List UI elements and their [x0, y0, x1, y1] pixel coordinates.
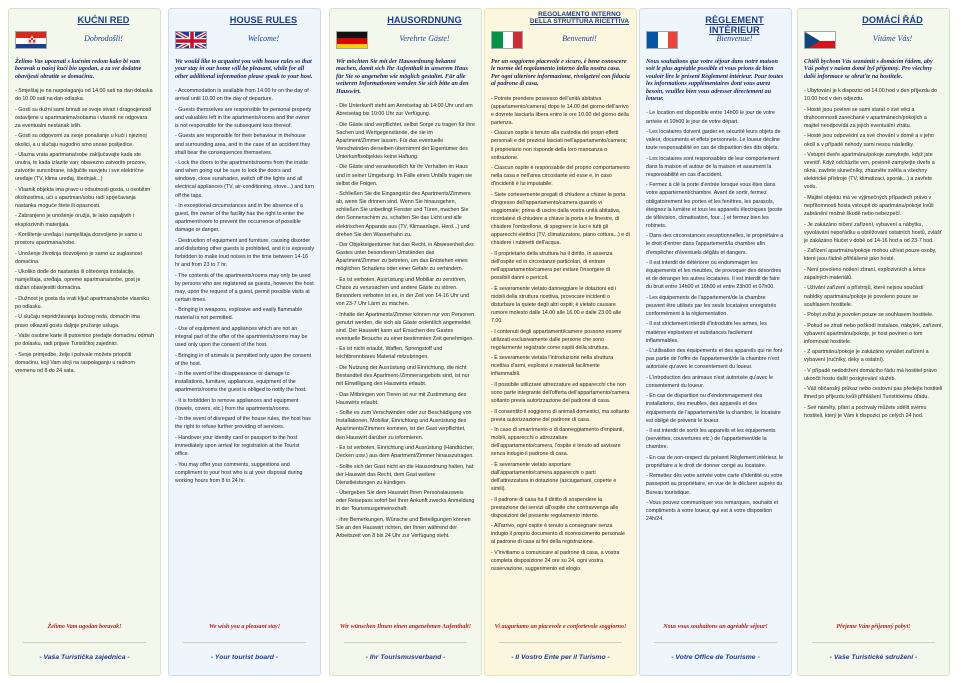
rule-item: - Ubytování je k dispozici od 14.00 hod v den příjezdu do 10.00 hod v den odjezdu.	[804, 87, 943, 103]
rule-item: - Vaše osobne karte ili putovnice predajte domaćinu odmah po dolasku, radi prijave Turističkoj zajednici.	[15, 332, 154, 348]
rule-item: - Dans des circonstances exceptionnelles, le propriétaire a le droit d'entrer dans l'appartement/la chambre afin d'empêcher d'éventuels dégâts et dangers.	[646, 232, 785, 256]
rule-item: - Il est interdit de détériorer ou endommager les équipements et les meubles, de provoquer des désordres et de déranger les autres locataires. Il est interdit de faire du bruit entre 14h00 et 16h00 et entre 23h00 et 07h00.	[646, 259, 785, 291]
rules-panel-de	[329, 8, 482, 676]
panel-header	[330, 9, 481, 49]
rule-item: - Les locataires sont responsables de leur comportement dans la maison et autour de la maison et assument la responsabilité en cas d'accident.	[646, 155, 785, 179]
rule-item: - Die Gäste sind verantwortlich für ihr Verhalten im Haus und in seiner Umgebung. Im Falle eines Unfalls tragen sie selbst die Folgen.	[336, 163, 475, 187]
closing-wish: Wir wünschen Ihnen einen angenehmen Aufenthalt!	[339, 623, 472, 630]
rule-item: - Handover your identity card or passport to the host immediately upon arrival for registration at the Tourist office.	[175, 434, 314, 458]
rules-panel-hr	[8, 8, 161, 676]
rule-item: - Die Unterkunft steht am Anreisetag ab 14:00 Uhr und am Abreisetag bis 10:00 Uhr zur Verfügung.	[336, 102, 475, 118]
rules-list	[15, 87, 154, 375]
rule-item: - Guests themselves are responsible for personal property and valuables left in the apartments/rooms and the owner is not responsible for the subsequent loss thereof.	[175, 106, 314, 130]
flag-fr-icon	[646, 31, 678, 49]
closing-wish: We wish you a pleasant stay!	[208, 623, 281, 630]
panel-header	[169, 9, 320, 49]
rule-item: - Sollte es zum Verschwinden oder zur Beschädigung von Installationen, Mobiliar, Einrichtung und Ausrüstung des Apartments/Zimmers kommen, ist der Gast verpflichtet, den Hauswirt darüber zu informieren.	[336, 409, 475, 441]
rules-list	[646, 109, 785, 523]
rules-panel-it	[484, 8, 637, 676]
rule-item: - Dužnost je gosta da vrati ključ apartmana/sobe vlasniku po odlasku.	[15, 295, 154, 311]
rule-item: - Unošenje životinja dozvoljeno je samo uz suglasnost domaćina.	[15, 250, 154, 266]
rule-item: - Les locataires doivent garder en sécurité leurs objets de valeur, documents et effets personnels. Le loueur décline toute responsabilité en cas de disparition des dits objets.	[646, 128, 785, 152]
rules-list	[175, 87, 314, 485]
rule-item: - Es ist verboten, Einrichtung und Ausrüstung (Handtücher, Decken usw.) aus dem Apartment/Zimmer hinauszutragen.	[336, 444, 475, 460]
rule-item: - Svoje primjedbe, želje i pohvale možete priopćiti domaćinu, koji Vam stoji na raspolaganju u radnom vremenu od 8 do 24 sata.	[15, 351, 154, 375]
rule-item: - In the event of the disappearance or damage to installations, furniture, appliances, equipment of the apartments/rooms the guest is obliged to notify the host.	[175, 370, 314, 394]
rule-item: - Ciascun ospite è tenuto alla custodia dei propri effetti personali e dei preziosi lasciati nell'appartamento/camera; il proprietario non risponde della loro mancanza o sottrazione.	[491, 129, 630, 161]
closing-wish: Želimo Vam ugodan boravak!	[47, 623, 122, 630]
divider	[23, 642, 146, 643]
rule-item: - L'introduction des animaux n'est autorisée qu'avec le consentement du loueur.	[646, 374, 785, 390]
rule-item: - Korištenje uređaja i namještaja dozvoljeno je samo u prostoru apartmana/sobe.	[15, 231, 154, 247]
rule-item: - L'utilisation des équipements et des appareils qui ne font pas partie de l'offre de l'appartement/de la chambre n'est autorisée qu'avec le consentement du loueur.	[646, 347, 785, 371]
rule-item: - Gosti su dužni sami brinuti se svoje stvari i dragocjenosti ostavljene u apartmanima/sobama i vlasnik ne odgovara za eventualni nestanak istih.	[15, 106, 154, 130]
rule-item: - È severamente vietato danneggiare le dotazioni ed i mobili della struttura ricettiva, provocare incidenti o disturbare la quiete degli altri ospiti; è vietato causare rumore molesto dalle 14.00 alle 16.00 e dalle 23.00 alle 7.00.	[491, 285, 630, 325]
panel-title: KUĆNI RED	[77, 15, 130, 25]
rule-item: - Siete cortesemente pregati di chiudere a chiave la porta d'ingresso dell'appartamento/camera quando vi soggiornate; prima di uscire dalla vostra unità abitativa, ricordatevi di chiudere a chiave la porta e le finestre, di chiudere l'ombrellone, di spegnere le luci e tutti gli apparecchi elettrici (TV, climatizzatore, piano cottura...) e di chiudere i rubinetti dell'acqua.	[491, 191, 630, 248]
panel-greeting: Dobrodošli!	[84, 34, 123, 43]
rule-item: - Il consentito il soggiorno di animali domestici, ma soltanto previa autorizzazione del padrone di casa.	[491, 408, 630, 424]
divider	[812, 642, 935, 643]
rule-item: - Bringing in weapons, explosive and easily flammable material is not permitted.	[175, 306, 314, 322]
rule-item: - All'arrivo, ogni ospite è tenuto a consegnare senza indugio il proprio documento di riconoscimento personale al padrone di casa ai fini della registrazione.	[491, 522, 630, 546]
rule-item: - Své náměty, přání a pochvaly můžete sdělit svému hostiteli, který je Vám k dispozici po celých 24 hod.	[804, 404, 943, 420]
rule-item: - Hosté jsou povinni se sami starat o své věci a drahocennosti zanechané v apartmánech/pokojích a majitel neodpovídá za jejich eventuální ztrátu.	[804, 106, 943, 130]
rule-item: - Zařízení apartmánu/pokoje mohou užívat pouze osoby, které jsou řádně přihlášené jako hosté.	[804, 247, 943, 263]
rules-list	[804, 87, 943, 420]
signature: - Ihr Tourismusverband -	[365, 654, 446, 661]
rules-list	[336, 102, 475, 540]
panel-header	[9, 9, 160, 49]
rule-item: - Pokud se ztratí nebo poškodí instalace, nábytek, zařízení, vybavení apartmánu/pokoje, je host povinen o tom informovat hostitele.	[804, 322, 943, 346]
rule-item: - Sollte sich der Gast nicht an die Hausordnung halten, hat der Hauswirt das Recht, dem Gast weitere Dienstleistungen zu kündigen.	[336, 463, 475, 487]
panel-greeting: Vítáme Vás!	[872, 34, 913, 43]
closing-wish: Vi auguriamo un piacevole e confortevole soggiorno!	[494, 623, 627, 630]
rule-item: - Es ist nicht erlaubt, Waffen, Sprengstoff und leichtbrennbares Material mitzubringen.	[336, 345, 475, 361]
panel-greeting: Bienvenue!	[716, 34, 753, 43]
rule-item: - Hosté jsou odpovědni za své chování v domě a v jeho okolí a v případě nehody sami nesou následky.	[804, 132, 943, 148]
rule-item: - In the event of disregard of the house rules, the host has the right to refuse further providing of services.	[175, 415, 314, 431]
rule-item: - Užívání zařízení a přístrojů, které nejsou součástí nabídky apartmánu/pokoje je povoleno pouze se souhlasem hostitele.	[804, 284, 943, 308]
panel-intro: Per un soggiorno piacevole e sicuro, è bene conoscere le norme del regolamento interno della nostra casa. Per ogni ulteriore informazione, rivolgetevi con fiducia al padrone di casa.	[491, 59, 630, 88]
divider	[183, 642, 306, 643]
rule-item: - Il possibile utilizzare attrezzature ed apparecchi che non sono parte integrante dell'offerta dell'appartamento/camera soltanto previa autorizzazione del padrone di casa.	[491, 381, 630, 405]
panel-intro: We would like to acquaint you with house rules so that your stay in our home will be pleasant, while for all other additional information please speak to your host.	[175, 59, 313, 80]
rule-item: - Es ist verboten, Ausrüstung und Mobiliar zu zerstören, Chaos zu verursachen und andere Gäste zu stören. Besonders verboten ist es, in der Zeit von 14-16 Uhr und von 23-7 Uhr Lärm zu machen.	[336, 276, 475, 308]
panel-title: HOUSE RULES	[229, 15, 298, 25]
rule-item: - V případě nedodržení domácího řádu má hostitel právo ukončit hostu další poskytování služeb.	[804, 367, 943, 383]
flag-en-icon	[175, 31, 207, 49]
rule-item: - Potrete prendere possesso dell'unità abitativa (appartamento/camera) dopo le 14.00 del giorno dell'arrivo e dovrete lasciarla libera entro le ore 10.00 del giorno della partenza.	[491, 95, 630, 127]
rule-item: - The contents of the apartments/rooms may only be used by persons who are registered as guests, however the host may, upon the request of a guest, permit possible visits at certain times.	[175, 272, 314, 304]
panel-title: HAUSORDNUNG	[387, 15, 462, 25]
rule-item: - Der Objekteigentümer hat das Recht, in Abwesenheit des Gastes unter besonderen Umständen das Apartment/Zimmer zu betreten, um das Entstehen eines möglichen Schadens oder einer Gefahr zu verhindern.	[336, 241, 475, 273]
flag-de-icon	[336, 31, 368, 49]
panel-greeting: Welcome!	[247, 34, 280, 43]
signature: - Votre Office de Tourisme -	[671, 654, 760, 661]
rule-item: - Ukoliko dođe do nastanka ili oštećenja instalacije, namještaja, uređaja, opreme apartmana/sobe, gost je dužan obavijestiti domaćina.	[15, 268, 154, 292]
rule-item: - Il est interdit de sortir les appareils et les équipements (serviettes, couvertures etc.) de l'appartement/de la chambre.	[646, 427, 785, 451]
panel-title: REGOLAMENTO INTERNO DELLA STRUTTURA RICETTIVA	[529, 11, 630, 25]
rule-item: - En cas de non-respect du présent Règlement intérieur, le propriétaire a le droit de donner congé au locataire.	[646, 454, 785, 470]
rule-item: - Lock the doors to the apartments/rooms from the inside and when going out be sure to lock the doors and windows, close sunshades, switch off the lights and all electrical appliances (TV, air-conditioning, stove...) and turn off the taps.	[175, 159, 314, 199]
rule-item: - Inhalte der Apartments/Zimmer können nur von Personen genutzt werden, die sich als Gäste ordentlich angemeldet sind. Der Hauswirt kann auf Ersuchen des Gastes eventuelle Besuche zu einer bestimmten Zeit genehmigen.	[336, 311, 475, 343]
rule-item: - Schließen Sie die Eingangstür des Apartments/Zimmers ab, wenn Sie drinnen sind. Wenn Sie hinausgehen, schließen Sie unbedingt Fenster und Türen, machen Sie den Sonnenschirm zu, schalten Sie das Licht und alle elektrischen Apparate aus (TV, Klimaanlage, Herd...) und drehen Sie den Wasserhahn zu.	[336, 190, 475, 239]
rule-item: - Il proprietario della struttura ha il diritto, in assenza dell'ospite ed in circostanze particolari, di entrare nell'appartamento/camera per evitare l'insorgere di possibili danni o pericoli.	[491, 250, 630, 282]
rule-item: - Destruction of equipment and furniture, causing disorder and disturbing other guests is prohibited, and it is expressly forbidden to make loud noises in the time between 14-16 hr and from 23 to 7 hr.	[175, 237, 314, 269]
rule-item: - In caso di smarrimento o di danneggiamento d'impianti, mobili, apparecchi o attrezzature dell'appartamento/camera, l'ospite è tenuto ad avvisare senza indugio il padrone di casa.	[491, 426, 630, 458]
rule-item: - I contenuti degli appartamenti/camere possono essere utilizzati esclusivamente dalle persone che sono regolarmente registrate come ospiti della struttura.	[491, 328, 630, 352]
flag-it-icon	[491, 31, 523, 49]
flag-cs-icon	[804, 31, 836, 49]
rule-item: - È severamente vietata l'introduzione nella struttura ricettiva d'armi, esplosivi e materiali facilmente infiammabili.	[491, 354, 630, 378]
rule-item: - Ulazna vrata apartmana/sobe zaključavajte kada ste unutra, te kada izlazite van; obavezno zatvorite prozore, zatvorite suncobrane, isključite rasvjetu i sve električne uređaje (TV, klima uređaj, štednjak...)	[15, 151, 154, 183]
rule-item: - Váš občanský průkaz nebo cestovní pas předejte hostiteli ihned po příjezdu kvůli přihlášení Turistickému úřadu.	[804, 385, 943, 401]
signature: - Vaše Turistické sdružení -	[829, 654, 918, 661]
rule-item: - You may offer your comments, suggestions and compliment to your host who is at your disposal during working hours from 8 to 24 hr.	[175, 461, 314, 485]
rule-item: - Remettez dès votre arrivée votre carte d'identité ou votre passeport au propriétaire, en vue de le déclarer auprès du Bureau touristique.	[646, 472, 785, 496]
panel-header	[485, 9, 636, 49]
rules-list	[491, 95, 630, 574]
rule-item: - Ciascun ospite è responsabile del proprio comportamento nella casa e nell'area circostante ed esse e, in caso d'incidenti è lui imputabile.	[491, 164, 630, 188]
rule-item: - V'invitiamo a comunicare al padrone di casa, a vostra completa disposizione 24 ore su 24, ogni vostra osservazione, suggerimento ed elogio.	[491, 549, 630, 573]
rule-item: - In exceptional circumstances and in the absence of a guest, the owner of the facility has the right to enter the apartment/room to prevent the occurrence of possible damage or danger.	[175, 202, 314, 234]
rules-panel-fr	[639, 8, 792, 676]
rule-item: - Fermez à clé la porte d'entrée lorsque vous êtes dans votre appartement/chambre. Avant de sortir, fermez obligatoirement les portes et les fenêtres, les parasols, éteignez la lumière et tous les appareils électriques (poste de télévision, climatisation, four...) et fermez bien les robinets.	[646, 181, 785, 230]
rule-item: - Ihre Bemerkungen, Wünsche und Beteiligungen können Sie an den Hauswirt richten, der Ihnen während der Arbeitszeit von 8 bis 24 Uhr zur Verfügung steht.	[336, 516, 475, 540]
closing-wish: Nous vous souhaitons un agréable séjour!	[663, 623, 768, 630]
rule-item: - Gosti su odgovorni za svoje ponašanje u kući i njezinoj okolici, a u slučaju nugodno smo snose posljedice.	[15, 132, 154, 148]
rule-item: - Bringing in of animals is permitted only upon the consent of the host.	[175, 352, 314, 368]
panel-intro: Želimo Vas upoznati s kućnim redom kako bi vam boravak u našoj kući bio ugodan, a za sve dodatne obavijesti obratite se domaćinu.	[15, 59, 142, 80]
rule-item: - Smještaj je na raspolaganju od 14.00 sati na dan dolaska do 10.00 sati na dan odlaska.	[15, 87, 154, 103]
rules-panel-en	[168, 8, 321, 676]
panel-header	[798, 9, 949, 49]
rule-item: - U slučaju nepridržavanja kućnog reda, domaćin ima pravo otkazati gostu daljnje pružanje usluga.	[15, 313, 154, 329]
signature: - Your tourist board -	[210, 654, 279, 661]
signature: - Vaša Turistička zajednica -	[39, 654, 130, 661]
panel-title: RÈGLEMENT INTÉRIEUR	[705, 15, 764, 35]
rule-item: - Je zakázáno ničení zařízení, vybavení a nábytku, vyvolávání nepořádku a obtěžování ostatních hostů, zvlášť je zakázáno hlučet v době od 14-16 hod a od 23-7 hod.	[804, 221, 943, 245]
divider	[499, 642, 622, 643]
rule-item: - Il padrone di casa ha il diritto di sospendere la prestazione dei servizi all'ospite che contravvenga alle disposizioni del presente regolamento interno.	[491, 496, 630, 520]
rule-item: - Vous pouvez communiquer vos remarques, souhaits et compliments à votre loueur, qui est à votre disposition 24h/24.	[646, 499, 785, 523]
rule-item: - Guests are responsible for their behaviour in thehouse and surrounding area, and in the case of an accident they shall bear the consequences themselves.	[175, 132, 314, 156]
rules-panel-cs	[797, 8, 950, 676]
closing-wish: Přejeme Vám příjemný pobyt!	[836, 623, 911, 630]
rule-item: - Das Mitbringen von Tieren ist nur mit Zustimmung des Hauswirts erlaubt.	[336, 391, 475, 407]
panel-greeting: Benvenuti!	[562, 34, 597, 43]
divider	[344, 642, 467, 643]
rule-item: - Le location est disponible entre 14h00 le jour de votre arrivée et 10h00 le jour de votre départ.	[646, 109, 785, 125]
rule-item: - Není povoleno nošení zbraní, explozivních a lehce zápalných materiálů.	[804, 266, 943, 282]
signature: - Il Vostro Ente per il Turismo -	[511, 654, 610, 661]
panel-header	[640, 9, 791, 49]
rule-item: - Vlasnik objekta ima pravo u odsutnosti gosta, u osobitim okolnostima, ući u apartman/sobu radi sprječavanja nastanka moguće štete ili opasnosti.	[15, 186, 154, 210]
rule-item: - Les équipements de l'appartement/de la chambre peuvent être utilisés par les seuls locataires enregistrés conformément à la réglementation.	[646, 294, 785, 318]
rule-item: - Die Gäste sind verpflichtet, selbst Sorge zu tragen für ihre Sachen und Wertgegenstände, die sie im Apartment/Zimmer lassen. Für das eventuelle Verschwinden derselben übernimmt der Eigentümer des Unterkunftsobjektes keine Haftung.	[336, 121, 475, 161]
rule-item: - Il est strictement interdit d'introduire les armes, les matières explosives et substances facilement inflammables.	[646, 320, 785, 344]
panel-intro: Wir möchten Sie mit der Hausordnung bekannt machen, damit sich Ihr Aufenthalt in unserem Haus für Sie so angenehm wie möglich gestaltet. Für alle weiteren Informationen wenden Sie sich bitte an den Hauswirt.	[336, 59, 469, 95]
panel-title: DOMÁCÍ ŘÁD	[862, 15, 923, 25]
rule-item: - Übergeben Sie dem Hauswirt Ihren Personalausweis oder Reisepass sofort bei Ihrer Ankunft zwecks Anmeldung in der Tourismusgemeinschaft.	[336, 489, 475, 513]
rule-item: - Pobyt zvířat je povolen pouze se souhlasem hostitele.	[804, 311, 943, 319]
rule-item: - Accommodation is available from 14.00 hr on the day of arrival until 10.00 on the day of departure.	[175, 87, 314, 103]
panel-intro: Chtěli bychom Vás seznámit s domácím řádem, aby Váš pobyt v našem domě byl příjemný. Pro všechny další informace se obraťte na hostitele.	[804, 59, 933, 80]
rule-item: - Die Nutzung der Ausrüstung und Einrichtung, die nicht Bestandteil des Apartment-/Zimmerangebots sind, ist nur mit Einwilligung des Hauswirts erlaubt.	[336, 364, 475, 388]
rule-item: - Vstupní dveře apartmánu/pokoje zamykejte, když jste vevnitř. Když odcházíte ven, povinně zamykejte dveře a okna, zavřete slunečníky, zhasněte světla a všechny elektrické přístroje (TV, klimatizaci, sporák...) a zavřete vodu.	[804, 151, 943, 191]
rule-item: - Zabranjeno je unošenje oružja, te lako zapaljivih i eksplozivnih materijala.	[15, 212, 154, 228]
rule-item: - Z apartmánu/pokoje je zakázáno vynášet zařízení a vybavení (ručníky, deky a ostatní).	[804, 348, 943, 364]
divider	[654, 642, 777, 643]
rule-item: - Majitel objektu má ve výjimečných případech právo v nepřítomnosti hosta vstoupit do apartmánu/pokoje kvůli zabránění možné škodě nebo nebezpečí.	[804, 194, 943, 218]
rule-item: - En cas de disparition ou d'endommagement des installations, des meubles, des appareils et des équipements de l'appartement/de la chambre, le locataire est obligé de prévenir le loueur.	[646, 392, 785, 424]
panel-intro: Nous souhaitons que votre séjour dans notre maison soit le plus agréable possible et vous prions de bien vouloir lire le présent Règlement intérieur. Pour toutes les informations supplémentaires dont vous aurez besoin, veuillez bien vous adresser directement au loueur.	[646, 59, 784, 103]
rule-item: - È severamente vietato asportare dall'appartamento/camera apparecchi o parti dell'attrezzatura in dotazione (asciugamani, coperte e simili).	[491, 461, 630, 493]
flag-hr-icon	[15, 31, 47, 49]
rule-item: - It is forbidden to remove appliances and equipment (towels, covers, etc.) from the apartments/rooms.	[175, 397, 314, 413]
rule-item: - Use of equipment and appliances which are not an integral part of the offer of the apartments/rooms may be used only upon the consent of the host.	[175, 325, 314, 349]
panel-greeting: Verehrte Gäste!	[399, 34, 450, 43]
